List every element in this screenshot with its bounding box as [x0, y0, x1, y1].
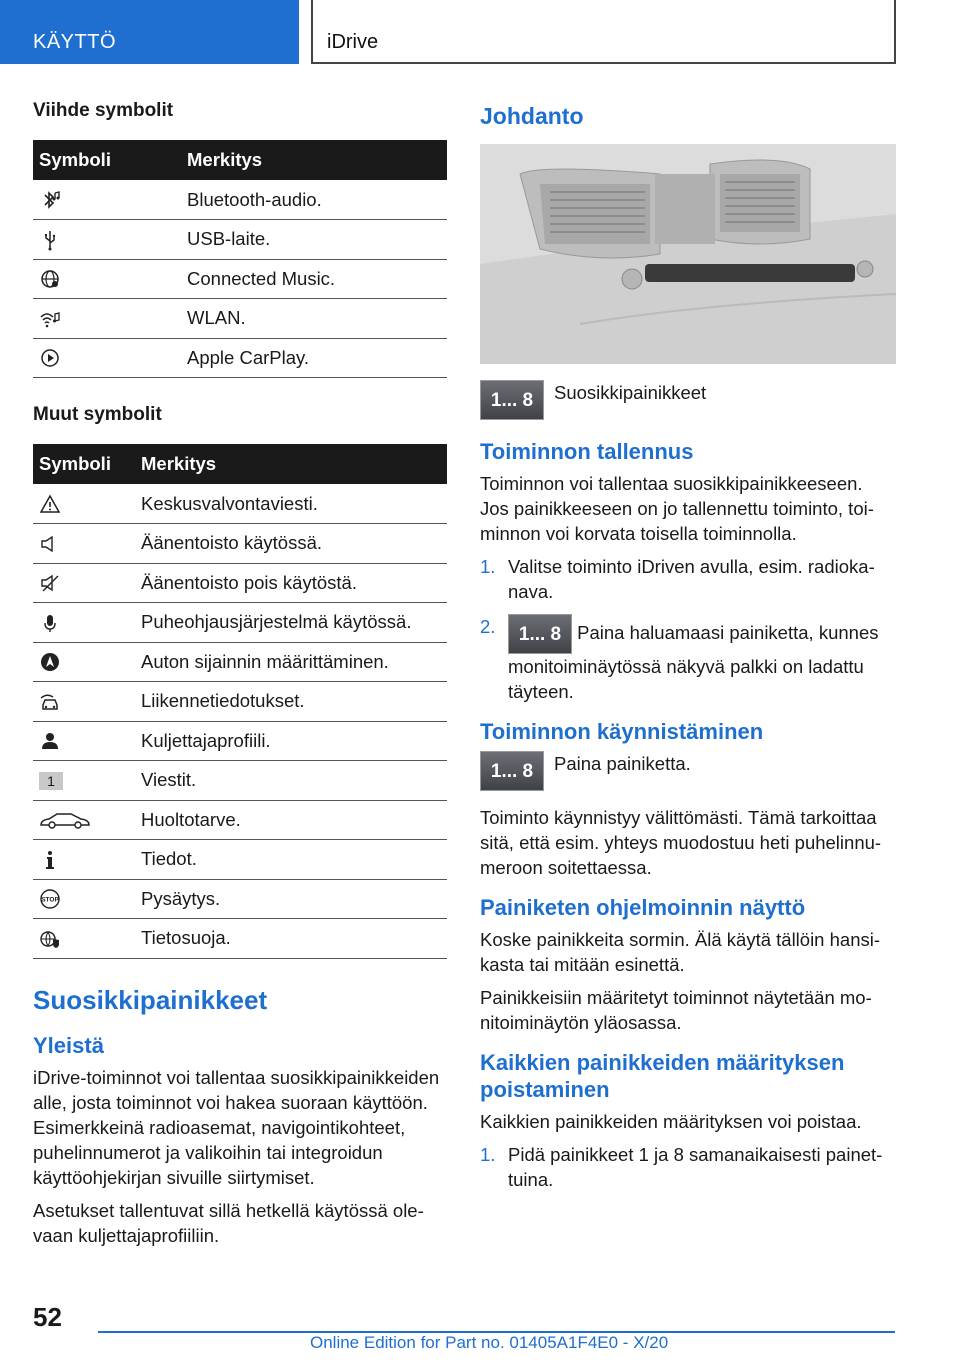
section-tab [0, 0, 299, 64]
table-row [33, 682, 447, 722]
meaning-cell: Huoltotarve. [135, 800, 447, 840]
col-header-meaning: Merkitys [181, 140, 447, 180]
table-row [33, 338, 447, 378]
other-symbols-table [33, 444, 447, 959]
delete-assignment-title: Kaikkien painikkeiden määrityksen poistaminen [480, 1050, 845, 1102]
table-row [33, 299, 447, 339]
start-function-paragraph: Toiminto käynnistyy välittömästi. Tämä tarkoittaa sitä, että esim. yhteys muodostuu heti puhelinnumeroon soitettaessa. [480, 807, 882, 878]
meaning-cell: Connected Music. [181, 259, 447, 299]
location-icon [39, 651, 61, 673]
car-service-icon [39, 809, 91, 831]
table-row [33, 919, 447, 959]
chapter-title: iDrive [327, 31, 379, 53]
info-icon [39, 849, 61, 871]
intro-title: Johdanto [480, 103, 584, 129]
meaning-cell: Bluetooth-audio. [181, 180, 447, 220]
warning-icon [39, 493, 61, 515]
table-row [33, 879, 447, 919]
table-row [33, 800, 447, 840]
figure-caption: Suosikkipainikkeet [554, 382, 707, 403]
meaning-cell: Auton sijainnin määrittäminen. [135, 642, 447, 682]
other-symbols-title: Muut symbolit [33, 404, 162, 425]
general-paragraph-1: iDrive-toiminnot voi tallentaa suosikkipainikkeiden alle, josta toiminnot voi hakea suoraan käyttöön. Esimerkkeinä radioasemat, navigointikohteet, puhelinnumerot ja valikoihin tai integroidun käyttöohjekirjan sivuille siirtymiset. [33, 1066, 440, 1188]
favorite-keys-icon: 1... 8 [480, 751, 544, 791]
col-header-symbol: Symboli [33, 444, 135, 484]
table-row [33, 180, 447, 220]
meaning-cell: Pysäytys. [135, 879, 447, 919]
speaker-off-icon [39, 572, 61, 594]
start-caption: Paina painiketta. [554, 753, 691, 774]
meaning-cell: Puheohjausjärjestelmä käytössä. [135, 603, 447, 643]
list-item [480, 1142, 896, 1192]
save-function-paragraph: Toiminnon voi tallentaa suosikkipainikkeeseen. Jos painikkeeseen on jo tallennettu toiminto, toiminnon voi korvata toisella toiminnolla. [480, 473, 874, 544]
entertainment-symbols-title: Viihde symbolit [33, 100, 174, 121]
entertainment-symbols-table [33, 140, 447, 378]
table-row [33, 563, 447, 603]
privacy-icon [39, 928, 61, 950]
start-caption-row [480, 751, 896, 791]
meaning-cell: Keskusvalvontaviesti. [135, 484, 447, 524]
microphone-icon [39, 612, 61, 634]
meaning-cell: Liikennetiedotukset. [135, 682, 447, 722]
meaning-cell: USB-laite. [181, 220, 447, 260]
meaning-cell: Apple CarPlay. [181, 338, 447, 378]
meaning-cell: Äänentoisto käytössä. [135, 524, 447, 564]
edition-footer: Online Edition for Part no. 01405A1F4E0 - X/20 [310, 1333, 669, 1352]
table-row [33, 259, 447, 299]
section-title: KÄYTTÖ [33, 31, 117, 53]
speaker-icon [39, 533, 61, 555]
left-column [33, 100, 447, 1256]
meaning-cell: Viestit. [135, 761, 447, 801]
col-header-meaning: Merkitys [135, 444, 447, 484]
table-row [33, 840, 447, 880]
page-number: 52 [33, 1302, 62, 1332]
bluetooth-audio-icon [39, 189, 61, 211]
step-number: 2. [480, 616, 496, 637]
message-icon: 1 [39, 772, 63, 790]
step-text: Valitse toiminto iDriven avulla, esim. radiokanava. [508, 556, 875, 602]
display-title: Painiketen ohjelmoinnin näyttö [480, 895, 806, 920]
list-item [480, 614, 896, 704]
stop-icon [39, 888, 61, 910]
general-subsection-title: Yleistä [33, 1032, 104, 1058]
save-function-title: Toiminnon tallennus [480, 439, 694, 464]
meaning-cell: Tietosuoja. [135, 919, 447, 959]
chapter-tab [311, 0, 896, 64]
delete-paragraph: Kaikkien painikkeiden määrityksen voi poistaa. [480, 1111, 862, 1132]
usb-icon [39, 229, 61, 251]
wlan-icon [39, 308, 61, 330]
carplay-icon [39, 347, 61, 369]
driver-profile-icon [39, 730, 61, 752]
step-text: Paina haluamaasi painiketta, kunnes monitoiminäytössä näkyvä palkki on ladattu täyteen. [508, 621, 879, 702]
save-steps-list [480, 554, 896, 704]
favorites-caption-row [480, 380, 896, 420]
favorite-keys-icon: 1... 8 [480, 380, 544, 420]
display-paragraph-2: Painikkeisiin määritetyt toiminnot näytetään monitoiminäytön yläosassa. [480, 987, 872, 1033]
table-row [33, 524, 447, 564]
start-function-title: Toiminnon käynnistäminen [480, 719, 764, 744]
right-column [480, 100, 896, 1202]
meaning-cell: WLAN. [181, 299, 447, 339]
favorite-keys-icon: 1... 8 [508, 614, 572, 654]
meaning-cell: Kuljettajaprofiili. [135, 721, 447, 761]
meaning-cell: Tiedot. [135, 840, 447, 880]
connected-music-icon [39, 268, 61, 290]
table-row [33, 642, 447, 682]
step-text: Pidä painikkeet 1 ja 8 samanaikaisesti painettuina. [508, 1144, 883, 1190]
col-header-symbol: Symboli [33, 140, 181, 180]
delete-steps-list [480, 1142, 896, 1192]
meaning-cell: Äänentoisto pois käytöstä. [135, 563, 447, 603]
svg-text:STOP: STOP [41, 896, 59, 904]
step-number: 1. [480, 556, 496, 577]
dashboard-photo [480, 144, 896, 364]
table-row [33, 484, 447, 524]
display-paragraph-1: Koske painikkeita sormin. Älä käytä tällöin hansikasta tai mitään esinettä. [480, 929, 881, 975]
traffic-icon [39, 691, 61, 713]
table-row [33, 603, 447, 643]
general-paragraph-2: Asetukset tallentuvat sillä hetkellä käytössä olevaan kuljettajaprofiiliin. [33, 1199, 424, 1246]
step-number: 1. [480, 1144, 496, 1165]
favorites-section-title: Suosikkipainikkeet [33, 984, 268, 1015]
table-row [33, 721, 447, 761]
list-item [480, 554, 896, 604]
table-row [33, 761, 447, 801]
table-row [33, 220, 447, 260]
